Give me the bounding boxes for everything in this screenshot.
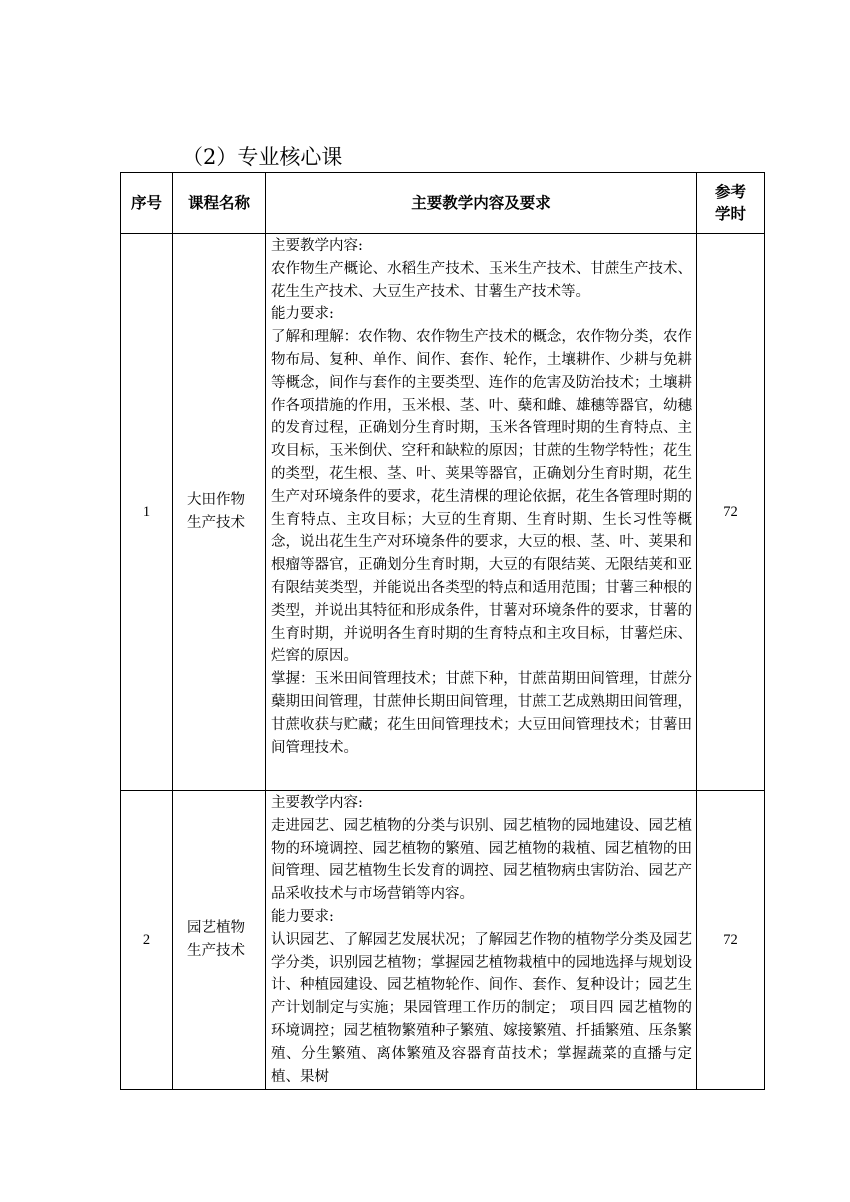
- course-name-line1: 园艺植物: [187, 920, 245, 937]
- course-content: [266, 791, 697, 1090]
- ability-label: 能力要求:: [271, 908, 334, 925]
- core-course-table: [120, 172, 765, 1090]
- content-text: 农作物生产概论、水稻生产技术、玉米生产技术、甘蔗生产技术、花生生产技术、大豆生产技术、甘薯生产技术等。: [271, 260, 692, 300]
- table-row: [121, 791, 765, 1090]
- ability-understand-text: 了解和理解：农作物、农作物生产技术的概念，农作物分类，农作物布局、复种、单作、间作、套作、轮作，土壤耕作、少耕与免耕等概念，间作与套作的主要类型、连作的危害及防治技术；土壤耕作各项措施的作用，玉米根、茎、叶、蘖和雌、雄穗等器官，幼穗的发育过程，正确划分生育时期，玉米各管理时期的生育特点、主攻目标，玉米倒伏、空秆和缺粒的原因；甘蔗的生物学特性；花生的类型，花生根、茎、叶、荚果等器官，正确划分生育时期，花生生产对环境条件的要求，花生清棵的理论依据，花生各管理时期的生育特点、主攻目标；大豆的生育期、生育时期、生长习性等概念，说出花生生产对环境条件的要求，大豆的根、茎、叶、荚果和根瘤等器官，正确划分生育时期，大豆的有限结荚、无限结荚和亚有限结荚类型，并能说出各类型的特点和适用范围；甘薯三种根的类型，并说出其特征和形成条件，甘薯对环境条件的要求，甘薯的生育时期，并说明各生育时期的生育特点和主攻目标，甘薯烂床、烂窖的原因。: [271, 329, 692, 665]
- course-name-line2: 生产技术: [187, 943, 245, 960]
- content-text: 走进园艺、园艺植物的分类与识别、园艺植物的园地建设、园艺植物的环境调控、园艺植物的繁殖、园艺植物的栽植、园艺植物的田间管理、园艺植物生长发育的调控、园艺植物病虫害防治、园艺产品采收技术与市场营销等内容。: [271, 817, 692, 903]
- row-number: 1: [121, 234, 173, 791]
- ability-master-text: 掌握：玉米田间管理技术；甘蔗下种，甘蔗苗期田间管理，甘蔗分蘖期田间管理，甘蔗伸长期田间管理，甘蔗工艺成熟期田间管理，甘蔗收获与贮藏；花生田间管理技术；大豆田间管理技术；甘薯田间管理技术。: [271, 671, 692, 756]
- section-title: （2）专业核心课: [182, 145, 343, 169]
- table-header-row: [121, 173, 765, 234]
- header-hours-line2: 学时: [714, 205, 746, 223]
- reference-hours: 72: [697, 234, 765, 791]
- course-content: [266, 234, 697, 791]
- content-label: 主要教学内容:: [271, 238, 363, 254]
- course-name-line1: 大田作物: [187, 492, 245, 508]
- header-no: 序号: [121, 173, 173, 234]
- header-course-name: 课程名称: [173, 173, 266, 234]
- course-name: [173, 234, 266, 791]
- content-label: 主要教学内容:: [271, 795, 363, 811]
- ability-text: 认识园艺、了解园艺发展状况；了解园艺作物的植物学分类及园艺学分类，识别园艺植物；掌握园艺植物栽植中的园地选择与规划设计、种植园建设、园艺植物轮作、间作、套作、复种设计；园艺生产计划制定与实施；果园管理工作历的制定； 项目四 园艺植物的环境调控；园艺植物繁殖种子繁殖、嫁接繁殖、扦插繁殖、压条繁殖、分生繁殖、离体繁殖及容器育苗技术；掌握蔬菜的直播与定植、果树: [271, 931, 692, 1085]
- header-hours-line1: 参考: [714, 183, 746, 201]
- header-content: 主要教学内容及要求: [266, 173, 697, 234]
- row-number: 2: [121, 791, 173, 1090]
- table-row: [121, 234, 765, 791]
- course-name-line2: 生产技术: [187, 515, 245, 531]
- ability-label: 能力要求:: [271, 306, 334, 323]
- reference-hours: 72: [697, 791, 765, 1090]
- header-hours: [697, 173, 765, 234]
- course-name: [173, 791, 266, 1090]
